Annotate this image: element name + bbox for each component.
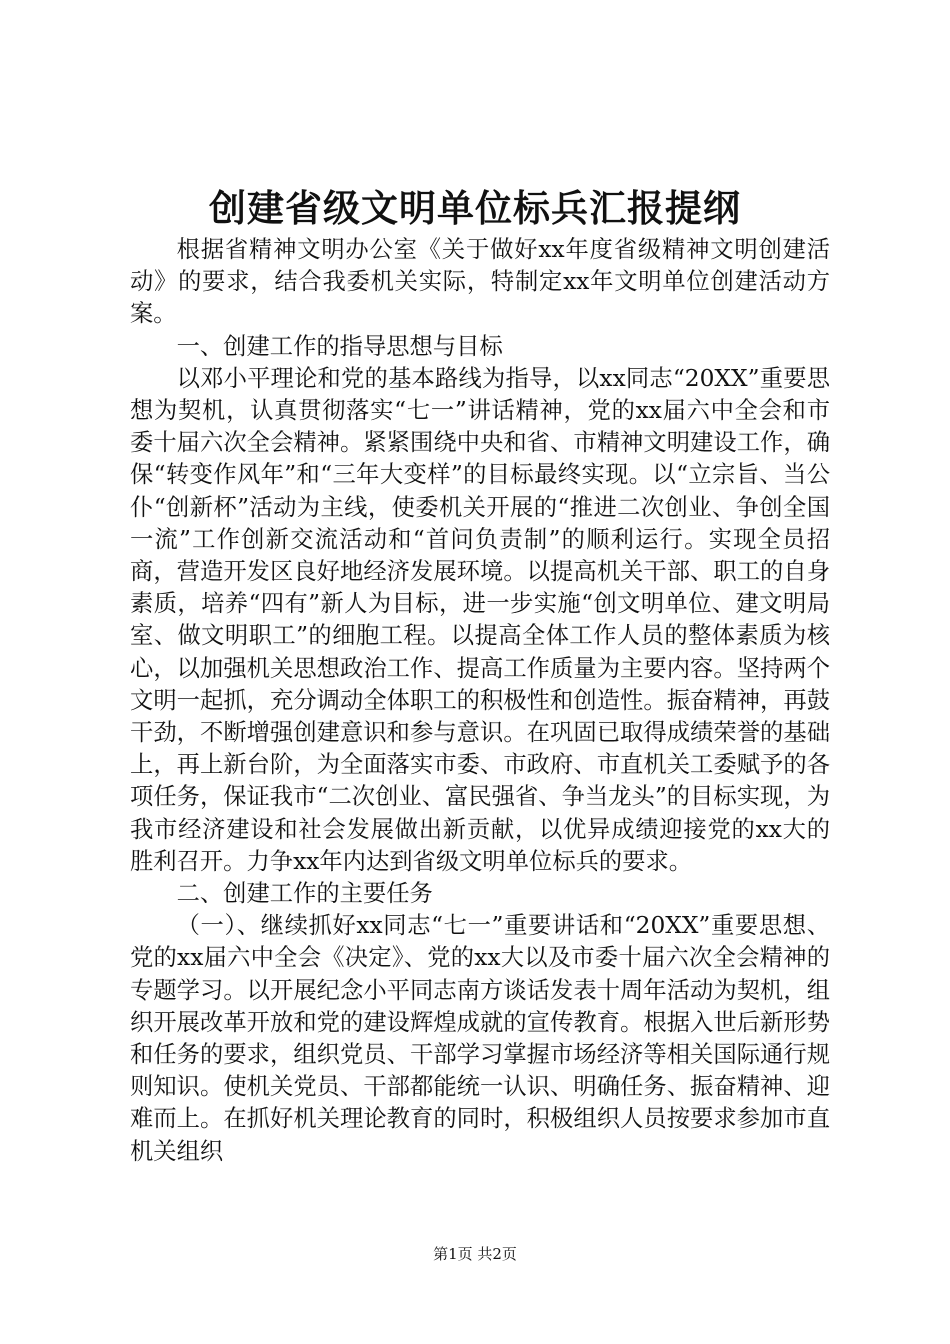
guiding-ideology-paragraph: 以邓小平理论和党的基本路线为指导，以xx同志“20XX”重要思想为契机，认真贯彻落实“七一”讲话精神，党的xx届六中全会和市委十届六次全会精神。紧紧围绕中央和省、市精神文明建设工作，确保“转变作风年”和“三年大变样”的目标最终实现。以“立宗旨、当公仆“创新杯”活动为主线，使委机关开展的“推进二次创业、争创全国一流”工作创新交流活动和“首问负责制”的顺利运行。实现全员招商，营造开发区良好地经济发展环境。以提高机关干部、职工的自身素质，培养“四有”新人为目标，进一步实施“创文明单位、建文明局室、做文明职工”的细胞工程。以提高全体工作人员的整体素质为核心，以加强机关思想政治工作、提高工作质量为主要内容。坚持两个文明一起抓，充分调动全体职工的积极性和创造性。振奋精神，再鼓干劲，不断增强创建意识和参与意识。在巩固已取得成绩荣誉的基础上，再上新台阶，为全面落实市委、市政府、市直机关工委赋予的各项任务，保证我市“二次创业、富民强省、争当龙头”的目标实现，为我市经济建设和社会发展做出新贡献，以优异成绩迎接党的xx大的胜利召开。力争xx年内达到省级文明单位标兵的要求。 xyxy=(130,364,830,875)
task-one-paragraph: （一）、继续抓好xx同志“七一”重要讲话和“20XX”重要思想、党的xx届六中全会《决定》、党的xx大以及市委十届六次全会精神的专题学习。以开展纪念小平同志南方谈话发表十周年活动为契机，组织开展改革开放和党的建设辉煌成就的宣传教育。根据入世后新形势和任务的要求，组织党员、干部学习掌握市场经济等相关国际通行规则知识。使机关党员、干部都能统一认识、明确任务、振奋精神、迎难而上。在抓好机关理论教育的同时，积极组织人员按要求参加市直机关组织 xyxy=(130,912,830,1165)
section-heading-1: 一、创建工作的指导思想与目标 xyxy=(176,332,503,360)
document-title: 创建省级文明单位标兵汇报提纲 xyxy=(209,186,741,230)
intro-paragraph: 根据省精神文明办公室《关于做好xx年度省级精神文明创建活动》的要求，结合我委机关实际，特制定xx年文明单位创建活动方案。 xyxy=(130,236,830,328)
section-heading-2: 二、创建工作的主要任务 xyxy=(176,880,433,908)
document-body xyxy=(130,234,830,1168)
page-footer: 第1页 共2页 xyxy=(433,1245,517,1263)
